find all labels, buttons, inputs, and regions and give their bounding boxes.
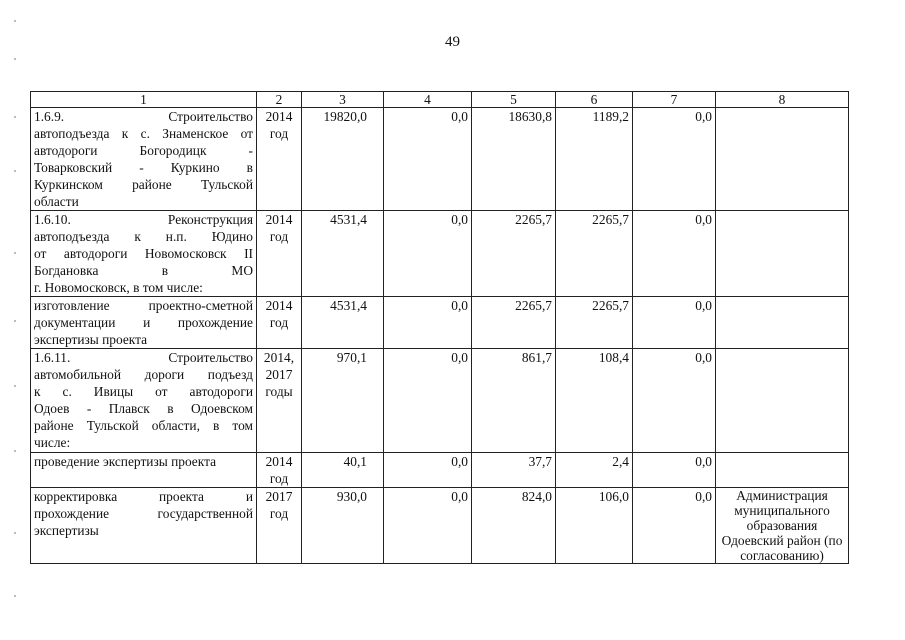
description-line: 1.6.11. — [34, 350, 71, 365]
measure-description — [31, 349, 257, 453]
amount-cell-c5: 37,7 — [472, 453, 556, 488]
program-table — [30, 91, 849, 564]
col-number: 4 — [384, 92, 472, 108]
period-cell: 2014 год — [257, 453, 302, 488]
table-row — [31, 108, 849, 211]
executor-cell — [716, 453, 849, 488]
description-line: к с. Ивицы от автодороги — [34, 384, 253, 399]
amount-cell-c6: 108,4 — [556, 349, 633, 453]
table-row — [31, 453, 849, 488]
col-number: 7 — [633, 92, 716, 108]
page-number: 49 — [445, 34, 460, 50]
amount-cell-c3: 4531,4 — [302, 211, 384, 297]
description-first-line — [34, 349, 253, 366]
amount-cell-c4: 0,0 — [384, 297, 472, 349]
amount-cell-c6: 1189,2 — [556, 108, 633, 211]
amount-cell-c7: 0,0 — [633, 211, 716, 297]
amount-cell-c7: 0,0 — [633, 488, 716, 564]
description-first-line — [34, 108, 253, 125]
amount-cell-c5: 861,7 — [472, 349, 556, 453]
period-cell: 2017 год — [257, 488, 302, 564]
description-line: автомобильной дороги подъезд — [34, 367, 253, 382]
measure-description — [31, 297, 257, 349]
table-row — [31, 349, 849, 453]
amount-cell-c7: 0,0 — [633, 453, 716, 488]
amount-cell-c7: 0,0 — [633, 349, 716, 453]
col-number: 6 — [556, 92, 633, 108]
description-line: изготовление проектно-сметной — [34, 298, 253, 313]
executor-cell: Администрация муниципального образования Одоевский район (по согласованию) — [716, 488, 849, 564]
measure-description — [31, 453, 257, 488]
table-row — [31, 211, 849, 297]
measure-description — [31, 108, 257, 211]
description-line: Одоев - Плавск в Одоевском — [34, 401, 253, 416]
executor-cell — [716, 349, 849, 453]
amount-cell-c3: 930,0 — [302, 488, 384, 564]
description-line: Куркинском районе Тульской — [34, 177, 253, 192]
description-line: корректировка проекта и — [34, 489, 253, 504]
description-line: автодороги Богородицк - — [34, 143, 253, 158]
period-cell: 2014 год — [257, 108, 302, 211]
description-line: Строительство — [168, 350, 253, 365]
amount-cell-c5: 2265,7 — [472, 297, 556, 349]
amount-cell-c4: 0,0 — [384, 211, 472, 297]
amount-cell-c6: 2265,7 — [556, 211, 633, 297]
amount-cell-c5: 18630,8 — [472, 108, 556, 211]
amount-cell-c7: 0,0 — [633, 108, 716, 211]
description-line: экспертизы — [34, 523, 99, 538]
table-row — [31, 297, 849, 349]
col-number: 1 — [31, 92, 257, 108]
description-line: от автодороги Новомосковск II — [34, 246, 253, 261]
description-line: Строительство — [168, 109, 253, 124]
col-number: 3 — [302, 92, 384, 108]
description-line: автоподъезда к н.п. Юдино — [34, 229, 253, 244]
col-number: 8 — [716, 92, 849, 108]
description-line: документации и прохождение — [34, 315, 253, 330]
description-line: Богдановка в МО — [34, 263, 253, 278]
description-first-line — [34, 211, 253, 228]
description-line: Реконструкция — [167, 212, 253, 227]
scan-margin-dots — [14, 20, 16, 620]
amount-cell-c3: 970,1 — [302, 349, 384, 453]
executor-cell — [716, 108, 849, 211]
description-line: области — [34, 194, 79, 209]
amount-cell-c4: 0,0 — [384, 349, 472, 453]
period-cell: 2014, 2017 годы — [257, 349, 302, 453]
col-number: 5 — [472, 92, 556, 108]
amount-cell-c6: 2265,7 — [556, 297, 633, 349]
description-line: числе: — [34, 435, 71, 450]
measure-description — [31, 488, 257, 564]
amount-cell-c4: 0,0 — [384, 453, 472, 488]
description-line: 1.6.10. — [34, 212, 71, 227]
description-line: Товарковский - Куркино в — [34, 160, 253, 175]
amount-cell-c3: 19820,0 — [302, 108, 384, 211]
description-line: экспертизы проекта — [34, 332, 148, 347]
amount-cell-c6: 2,4 — [556, 453, 633, 488]
description-line: прохождение государственной — [34, 506, 253, 521]
description-line: 1.6.9. — [34, 109, 65, 124]
measure-description — [31, 211, 257, 297]
amount-cell-c3: 4531,4 — [302, 297, 384, 349]
description-line: г. Новомосковск, в том числе: — [34, 280, 203, 295]
amount-cell-c5: 2265,7 — [472, 211, 556, 297]
amount-cell-c3: 40,1 — [302, 453, 384, 488]
description-line: районе Тульской области, в том — [34, 418, 253, 433]
description-line: проведение экспертизы проекта — [34, 454, 217, 469]
amount-cell-c5: 824,0 — [472, 488, 556, 564]
amount-cell-c4: 0,0 — [384, 108, 472, 211]
table-row — [31, 488, 849, 564]
period-cell: 2014 год — [257, 211, 302, 297]
executor-cell — [716, 211, 849, 297]
amount-cell-c4: 0,0 — [384, 488, 472, 564]
amount-cell-c6: 106,0 — [556, 488, 633, 564]
period-cell: 2014 год — [257, 297, 302, 349]
executor-cell — [716, 297, 849, 349]
description-line: автоподъезда к с. Знаменское от — [34, 126, 253, 141]
col-number: 2 — [257, 92, 302, 108]
amount-cell-c7: 0,0 — [633, 297, 716, 349]
column-numbers-row — [31, 92, 849, 108]
